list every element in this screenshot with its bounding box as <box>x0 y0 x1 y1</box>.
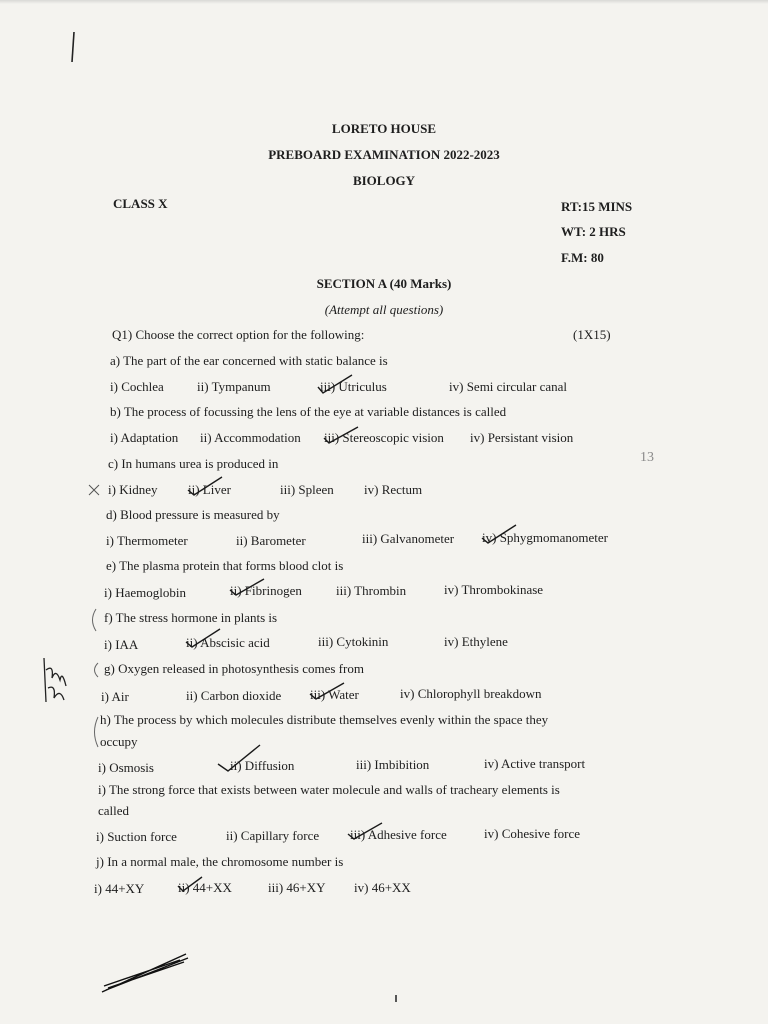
q1-marks: (1X15) <box>573 327 611 342</box>
option-i-3: iii) Adhesive force <box>350 827 447 842</box>
subject-title: BIOLOGY <box>352 173 416 188</box>
full-marks: F.M: 80 <box>561 250 604 265</box>
page-top-edge <box>0 0 768 4</box>
question-g: g) Oxygen released in photosynthesis comes from <box>104 661 364 676</box>
option-c-4: iv) Rectum <box>364 482 423 497</box>
option-d-1: i) Thermometer <box>106 533 188 548</box>
question-c: c) In humans urea is produced in <box>108 456 279 471</box>
option-h-2: ii) Diffusion <box>230 758 295 773</box>
option-f-1: i) IAA <box>104 637 139 652</box>
question-j: j) In a normal male, the chromosome number is <box>96 854 344 869</box>
option-f-2: ii) Abscisic acid <box>186 635 270 650</box>
option-g-2: ii) Carbon dioxide <box>186 688 282 703</box>
option-d-3: iii) Galvanometer <box>362 531 455 546</box>
option-h-3: iii) Imbibition <box>356 757 430 772</box>
option-d-2: ii) Barometer <box>236 533 306 548</box>
question-i-cont: called <box>98 803 130 818</box>
question-d: d) Blood pressure is measured by <box>106 507 280 522</box>
signature-scribble <box>38 650 74 710</box>
option-a-1: i) Cochlea <box>110 379 164 394</box>
option-c-2: ii) Liver <box>188 482 231 497</box>
margin-bracket <box>86 606 100 634</box>
option-f-4: iv) Ethylene <box>444 634 508 649</box>
margin-bracket <box>88 660 102 680</box>
class-label: CLASS X <box>113 196 168 211</box>
exam-title: PREBOARD EXAMINATION 2022-2023 <box>268 147 500 162</box>
option-b-3: iii) Stereoscopic vision <box>324 430 444 445</box>
option-g-3: iii) Water <box>310 687 359 702</box>
reading-time: RT:15 MINS <box>561 199 633 214</box>
option-c-1: i) Kidney <box>108 482 158 497</box>
option-i-2: ii) Capillary force <box>226 828 320 843</box>
option-b-2: ii) Accommodation <box>200 430 301 445</box>
option-e-1: i) Haemoglobin <box>104 585 186 600</box>
question-i: i) The strong force that exists between water molecule and walls of tracheary elements is <box>98 782 560 797</box>
option-b-1: i) Adaptation <box>110 430 179 445</box>
option-g-4: iv) Chlorophyll breakdown <box>400 686 542 701</box>
cross-mark-c <box>86 482 108 498</box>
option-c-3: iii) Spleen <box>280 482 334 497</box>
option-a-3: iii) Utriculus <box>320 379 387 394</box>
pen-stroke-mark <box>66 30 80 64</box>
question-e: e) The plasma protein that forms blood clot is <box>106 558 344 573</box>
pen-scribble-bottom <box>98 948 194 996</box>
option-j-3: iii) 46+XY <box>268 880 326 895</box>
option-a-4: iv) Semi circular canal <box>449 379 568 394</box>
option-a-2: ii) Tympanum <box>197 379 271 394</box>
q1-prompt: Q1) Choose the correct option for the following: <box>112 327 365 342</box>
question-b: b) The process of focussing the lens of the eye at variable distances is called <box>110 404 507 419</box>
margin-mark: 13 <box>640 450 654 465</box>
option-e-2: ii) Fibrinogen <box>230 583 302 598</box>
option-i-1: i) Suction force <box>96 829 177 844</box>
pen-dot <box>393 994 399 1004</box>
option-e-4: iv) Thrombokinase <box>444 582 544 597</box>
writing-time: WT: 2 HRS <box>561 224 626 239</box>
question-h: h) The process by which molecules distribute themselves evenly within the space they <box>100 712 549 727</box>
school-name: LORETO HOUSE <box>331 121 437 136</box>
option-b-4: iv) Persistant vision <box>470 430 574 445</box>
option-j-4: iv) 46+XX <box>354 880 411 895</box>
option-e-3: iii) Thrombin <box>336 583 407 598</box>
question-h-cont: occupy <box>100 734 138 749</box>
option-d-4: iv) Sphygmomanometer <box>482 530 609 545</box>
option-i-4: iv) Cohesive force <box>484 826 581 841</box>
option-j-1: i) 44+XY <box>94 881 145 896</box>
option-h-1: i) Osmosis <box>98 760 154 775</box>
option-h-4: iv) Active transport <box>484 756 586 771</box>
section-title: SECTION A (40 Marks) <box>316 276 452 291</box>
option-g-1: i) Air <box>101 689 129 704</box>
question-f: f) The stress hormone in plants is <box>104 610 278 625</box>
option-j-2: ii) 44+XX <box>178 880 232 895</box>
section-instruction: (Attempt all questions) <box>324 302 444 317</box>
question-a: a) The part of the ear concerned with static balance is <box>110 353 388 368</box>
option-f-3: iii) Cytokinin <box>318 634 389 649</box>
